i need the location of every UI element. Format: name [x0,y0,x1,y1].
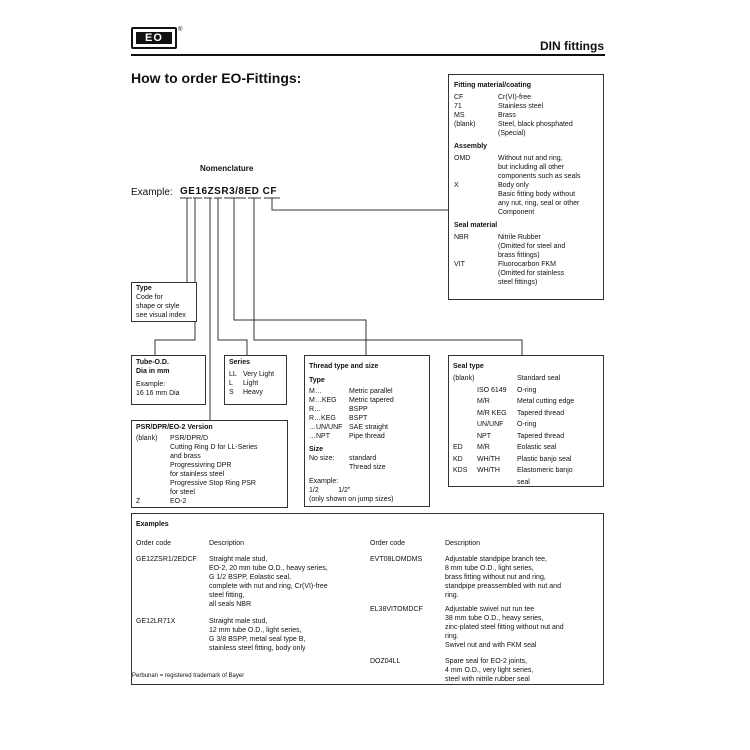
seal-desc: Tapered thread [517,409,565,417]
seal-subcode: NPT [477,432,491,440]
material-row [454,120,598,129]
example-description [445,657,533,684]
seal-material-row [454,251,598,260]
example-line: 4 mm O.D., very light series, [445,667,534,674]
material-rows [454,93,598,138]
type-box [131,282,197,322]
example-order-code: DOZ04LL [370,658,401,665]
material-code: CF [454,94,464,101]
seal-row [453,442,599,454]
tube-heading-2: Dia in mm [136,368,170,375]
example-line: ring. [445,592,459,599]
logo-text: EO [136,32,172,44]
psr-code [136,461,170,470]
psr-desc: and brass [170,453,201,460]
psr-row [136,452,283,461]
example-line: Straight male stud, [209,556,268,563]
seal-material-row [454,242,598,251]
col-description-2: Description [445,540,481,547]
seal-code [453,385,477,397]
psr-row [136,461,283,470]
assembly-desc: Without nut and ring, [498,155,563,162]
seal-desc: Eolastic seal [517,444,557,451]
psr-code [136,470,170,479]
tube-heading: Tube-O.D. [136,359,169,366]
example-line: EO-2, 20 mm tube O.D., heavy series, [209,565,328,572]
seal-desc: Metal cutting edge [517,398,575,405]
material-desc: Cr(VI)-free [498,94,532,101]
thread-example-line: 1/2 1/2" [309,487,351,494]
thread-code: R…KEG [309,415,336,422]
seal-desc: Elastomeric banjo [517,467,573,474]
series-code: S [229,389,234,396]
assembly-desc: Component [498,209,535,216]
thread-heading: Thread type and size [309,363,379,370]
assembly-code [454,163,498,172]
tube-example-label: Example: [136,381,166,388]
size-heading: Size [309,446,324,453]
psr-heading: PSR/DPR/EO-2 Version [136,424,213,431]
example-line: Adjustable swivel nut run tee [445,606,535,613]
example-line: brass fitting without nut and ring, [445,574,546,581]
seal-desc: Tapered thread [517,432,565,440]
seal-code [453,477,477,489]
thread-code: M…KEG [309,397,337,404]
material-desc: Brass [498,112,516,119]
type-heading: Type [136,285,152,292]
examples-box [131,513,604,685]
assembly-code [454,172,498,181]
assembly-code [454,190,498,199]
assembly-heading: Assembly [454,143,488,150]
seal-material-code [454,242,498,251]
registered-mark: ® [178,27,183,33]
thread-rows [309,387,425,441]
thread-desc: BSPT [349,415,368,422]
page-title: How to order EO-Fittings: [131,70,302,86]
psr-row [136,497,283,506]
assembly-code: OMD [454,155,471,162]
seal-desc: O-ring [517,386,537,394]
example-line: stainless steel fitting, body only [209,645,306,652]
seal-code [453,431,477,443]
psr-row [136,488,283,497]
seal-subcode: UN/UNF [477,421,504,428]
seal-code [453,396,477,408]
thread-code: R… [309,406,322,413]
thread-row [309,414,425,423]
series-row [229,388,282,397]
psr-code: Z [136,498,141,505]
assembly-row [454,181,598,190]
thread-row [309,387,425,396]
assembly-row [454,190,598,199]
seal-material-desc: Fluorocarbon FKM [498,261,556,268]
seal-subcode: WH/TH [477,455,500,463]
seal-material-row [454,278,598,287]
example-order-code: GE12ZSR1/2EDCF [136,556,197,563]
material-desc: (Special) [498,130,526,137]
seal-desc: Standard seal [517,375,561,382]
seal-subcode: ISO 6149 [477,386,507,394]
thread-code: …NPT [309,433,330,440]
thread-row [309,396,425,405]
series-code: L [229,380,233,387]
seal-material-desc: steel fittings) [498,279,538,286]
seal-material-code: VIT [454,261,465,268]
seal-material-row [454,269,598,278]
example-description [209,555,328,609]
example-line: 12 mm tube O.D., light series, [209,627,302,634]
seal-row [453,454,599,466]
type-line: shape or style [136,303,180,310]
example-line: Spare seal for EO-2 joints, [445,658,528,665]
seal-material-row [454,260,598,269]
size-code: No size: [309,455,335,462]
material-desc: Steel, black phosphated [498,121,573,128]
assembly-desc: any nut, ring, seal or other [498,200,580,207]
psr-desc: for stainless steel [170,471,225,478]
example-line: Adjustable standpipe branch tee, [445,556,547,563]
example-line: steel fitting, [209,592,245,599]
example-line: G 3/8 BSPP, metal seal type B, [209,636,306,643]
seal-material-rows [454,233,598,287]
assembly-row [454,172,598,181]
thread-code: …UN/UNF [309,424,343,431]
size-desc: Thread size [349,464,386,471]
thread-example-line: Example: [309,478,339,485]
psr-desc: Cutting Ring D for LL-Series [170,444,258,451]
footnote: Perbunan = registered trademark of Bayer [132,673,245,679]
example-line: 8 mm tube O.D., light series, [445,565,534,572]
example-line: G 1/2 BSPP, Eolastic seal, [209,574,291,581]
material-row [454,111,598,120]
seal-desc: O-ring [517,421,537,428]
seal-row [453,431,599,443]
seal-row [453,477,599,489]
seal-subcode: WH/TH [477,467,500,474]
assembly-desc: components such as seals [498,173,581,180]
assembly-row [454,208,598,217]
example-line: complete with nut and ring, Cr(VI)-free [209,583,328,590]
seal-material-desc: (Omitted for steel and [498,243,566,250]
connector-cf [272,198,448,210]
section-title: DIN fittings [540,39,604,53]
example-line: Swivel nut and with FKM seal [445,642,537,649]
thread-desc: Pipe thread [349,433,385,440]
series-heading: Series [229,359,251,366]
example-description [445,555,561,600]
thread-row [309,405,425,414]
psr-code: (blank) [136,435,158,442]
assembly-desc: Body only [498,182,529,189]
material-code: (blank) [454,121,476,128]
psr-row [136,479,283,488]
thread-desc: Metric parallel [349,388,393,395]
material-code: MS [454,112,465,119]
example-description [445,605,564,650]
assembly-code [454,199,498,208]
seal-material-code [454,251,498,260]
col-description: Description [209,540,245,547]
example-line: zinc-plated steel fitting without nut and [445,624,564,631]
material-row [454,102,598,111]
series-code: LL [229,371,237,378]
seal-code [453,419,477,431]
psr-desc: for steel [170,489,195,496]
material-code: 71 [454,103,462,110]
psr-desc: EO-2 [170,498,187,505]
series-rows [229,370,282,397]
example-line: standpipe preassembled with nut and [445,583,561,590]
seal-row [453,419,599,431]
psr-desc: PSR/DPR/D [170,435,209,442]
col-order-code: Order code [136,540,172,547]
material-heading: Fitting material/coating [454,82,532,89]
seal-material-desc: Nitrile Rubber [498,234,541,241]
example-line: all seals NBR [209,601,252,608]
size-row [309,463,425,472]
size-rows [309,454,425,472]
example-code: GE16ZSR3/8ED CF [180,186,277,197]
seal-desc: seal [517,478,530,486]
material-box [448,74,604,300]
example-line: Straight male stud, [209,618,268,625]
assembly-desc: but including all other [498,164,565,171]
seal-code: (blank) [453,375,475,382]
series-box [224,355,287,405]
thread-row [309,423,425,432]
seal-subcode [477,477,517,489]
seal-material-row [454,233,598,242]
col-order-code-2: Order code [370,540,406,547]
psr-desc: Progressivring DPR [170,462,232,469]
tube-example: 16 16 mm Dia [136,390,180,397]
example-order-code: EL38VITOMDCF [370,606,423,613]
type-line: see visual index [136,312,186,319]
thread-box [304,355,430,507]
psr-desc: Progressive Stop Ring PSR [170,480,256,487]
series-desc: Light [243,380,259,387]
thread-row [309,432,425,441]
psr-rows [136,434,283,506]
example-line: steel with nitrile rubber seal [445,676,530,683]
psr-row [136,434,283,443]
examples-heading: Examples [136,521,169,528]
assembly-rows [454,154,598,217]
nomenclature-label: Nomenclature [200,164,254,173]
seal-code [453,408,477,420]
thread-type-heading: Type [309,377,325,384]
seal-row [453,373,599,385]
seal-subcode: M/R [477,444,490,451]
seal-subcode: M/R KEG [477,409,507,417]
assembly-code: X [454,182,459,189]
seal-code: KD [453,455,463,463]
example-description [209,617,306,653]
seal-subcode: M/R [477,398,490,405]
seal-row [453,385,599,397]
psr-row [136,443,283,452]
material-desc: Stainless steel [498,103,544,110]
seal-material-desc: brass fittings) [498,252,540,259]
tube-od-box [131,355,206,405]
series-desc: Very Light [243,371,275,378]
thread-example-line: (only shown on jump sizes) [309,496,394,503]
material-row [454,93,598,102]
assembly-row [454,154,598,163]
psr-code [136,479,170,488]
assembly-code [454,208,498,217]
seal-code: KDS [453,467,468,474]
seal-material-code [454,278,498,287]
assembly-row [454,199,598,208]
seal-subcode [477,373,517,385]
seal-material-code [454,269,498,278]
thread-desc: BSPP [349,406,368,413]
psr-code [136,488,170,497]
type-line: Code for [136,294,163,301]
size-code [309,463,349,472]
example-order-code: GE12LR71X [136,618,176,625]
seal-row [453,396,599,408]
example-line: ring. [445,633,459,640]
material-row [454,129,598,138]
seal-desc: Plastic banjo seal [517,455,572,463]
assembly-row [454,163,598,172]
series-desc: Heavy [243,389,263,396]
example-line: 38 mm tube O.D., heavy series, [445,615,544,622]
size-row [309,454,425,463]
seal-material-desc: (Omitted for stainless [498,270,565,277]
example-order-code: EVT08LOMDMS [370,556,423,563]
seal-type-heading: Seal type [453,363,484,370]
thread-desc: Metric tapered [349,397,394,404]
series-row [229,379,282,388]
seal-material-code: NBR [454,234,469,241]
seal-code: ED [453,444,463,451]
seal-material-heading: Seal material [454,222,498,229]
connector-tube [155,198,195,355]
thread-desc: SAE straight [349,424,388,431]
seal-row [453,465,599,477]
size-desc: standard [349,455,377,462]
thread-code: M… [309,388,322,395]
psr-code [136,452,170,461]
psr-code [136,443,170,452]
example-label: Example: [131,187,173,198]
series-row [229,370,282,379]
psr-box [131,420,288,508]
seal-rows [453,373,599,488]
connector-series [218,198,247,355]
psr-row [136,470,283,479]
assembly-desc: Basic fitting body without [498,191,576,198]
material-code [454,129,498,138]
seal-type-box [448,355,604,487]
seal-row [453,408,599,420]
